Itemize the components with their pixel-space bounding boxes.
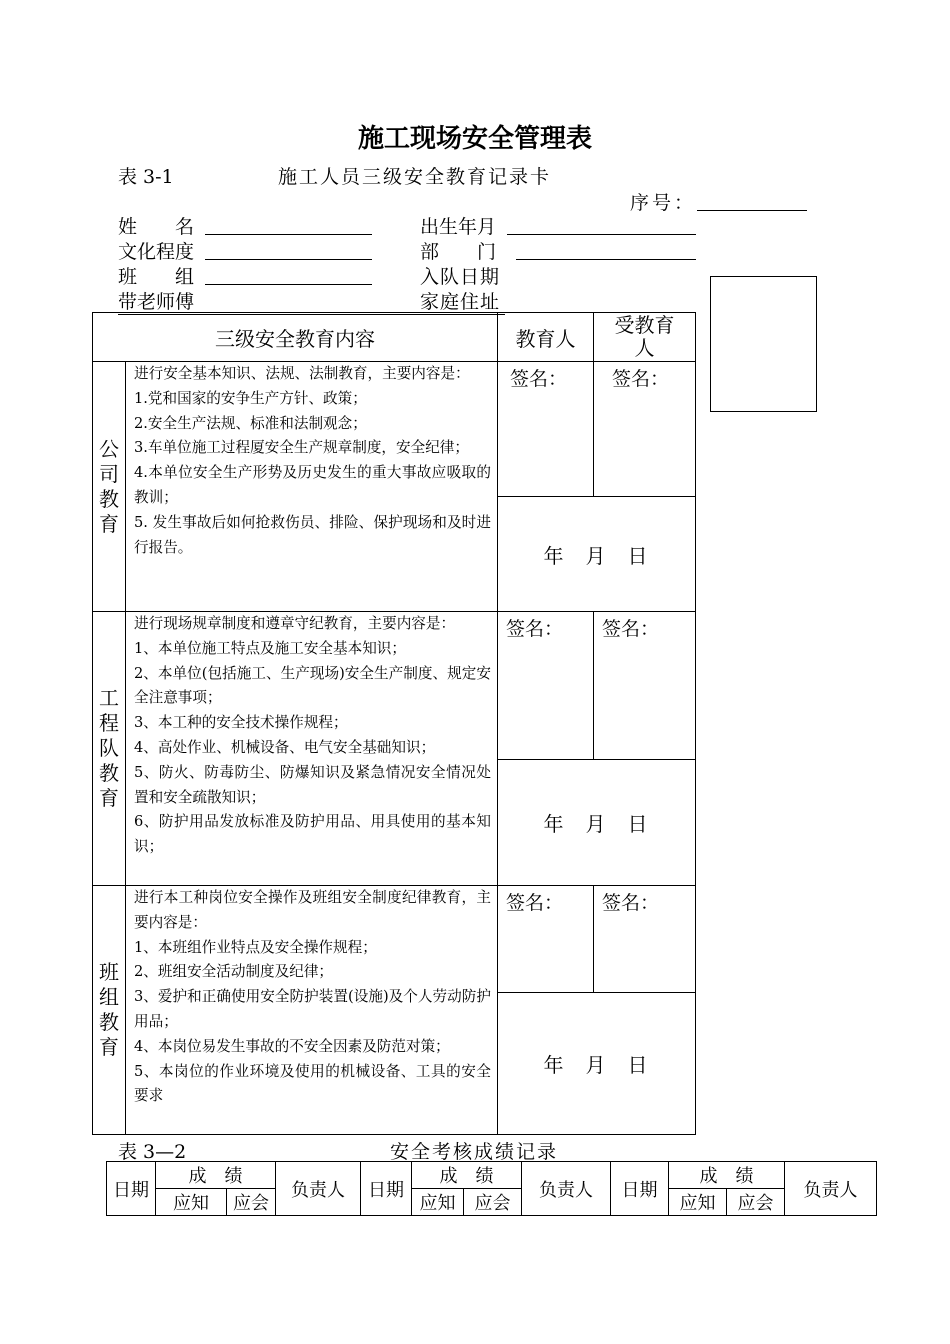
label-name: 姓 名 [118,216,195,238]
label-mentor: 带老师傅 [118,291,195,313]
stage-team-content: 进行现场规章制度和遵章守纪教育，主要内容是： 1、本单位施工特点及施工安全基本知识； 2、本单位(包括施工、生产现场)安全生产制度、规定安全注意事项； 3、本工种的安全技术操作规程； 4、高处作业、机械设备、电气安全基础知识； 5、防火、防毒防尘、防爆知识及紧急情况安全情况处置和安全疏散知识； 6、防护用品发放标准及防护用品、用具使用的基本知识； [126,612,498,886]
score-able-3: 应会 [727,1189,785,1216]
score-table [106,1161,877,1216]
score-owner-3: 负责人 [785,1162,877,1216]
stage-group-content: 进行本工种岗位安全操作及班组安全制度纪律教育，主要内容是： 1、本班组作业特点及安全操作规程； 2、班组安全活动制度及纪律； 3、爱护和正确使用安全防护装置(设施)及个人劳动防护用品； 4、本岗位易发生事故的不安全因素及防范对策； 5、本岗位的作业环境及使用的机械设备、工具的安全要求 [126,886,498,1135]
label-dept: 部 门 [420,241,497,263]
table1-caption: 施工人员三级安全教育记录卡 [278,166,552,188]
label-education: 文化程度 [118,241,195,263]
stage-company-content: 进行安全基本知识、法规、法制教育，主要内容是： 1.党和国家的安争生产方针、政策； 2.安全生产法规、标准和法制观念； 3.车单位施工过程厦安全生产规章制度，安全纪律； 4.本单位安全生产形势及历史发生的重大事故应吸取的教训； 5. 发生事故后如何抢救伤员、排险、保护现场和及时进行报告。 [126,362,498,612]
table2-caption: 安全考核成绩记录 [390,1141,559,1163]
header-educatee: 受教育 人 [594,313,696,362]
educator-sign-company[interactable]: 签名： [498,362,594,497]
stage-group-label: 班 组 教 育 [93,886,126,1135]
educatee-sign-group[interactable]: 签名： [594,886,696,993]
score-owner-1: 负责人 [276,1162,361,1216]
name-field[interactable] [205,212,372,235]
date-company[interactable]: 年 月 日 [498,497,696,612]
serial-label: 序号： [630,192,697,214]
label-birth: 出生年月 [420,216,497,238]
score-date-2: 日期 [361,1162,412,1216]
stage-company-label: 公 司 教 育 [93,362,126,612]
score-know-2: 应知 [412,1189,464,1216]
dept-field[interactable] [516,237,696,260]
header-content: 三级安全教育内容 [93,313,498,362]
table1-label: 表 3-1 [118,166,174,188]
serial-field[interactable] [697,188,807,211]
score-date-3: 日期 [611,1162,669,1216]
label-team: 班 组 [118,266,195,288]
educatee-sign-company[interactable]: 签名： [594,362,696,497]
table2-label: 表 3—2 [118,1141,187,1163]
page-title: 施工现场安全管理表 [357,124,592,154]
score-owner-2: 负责人 [522,1162,611,1216]
stage-team-label: 工 程 队 教 育 [93,612,126,886]
score-know-3: 应知 [669,1189,727,1216]
score-know-1: 应知 [156,1189,227,1216]
label-address: 家庭住址 [420,291,501,313]
education-table [92,312,696,1135]
score-able-1: 应会 [227,1189,276,1216]
header-educator: 教育人 [498,313,594,362]
score-able-2: 应会 [464,1189,522,1216]
team-field[interactable] [205,262,372,285]
label-entry-date: 入队日期 [420,266,501,288]
date-team[interactable]: 年 月 日 [498,760,696,886]
education-field[interactable] [205,237,372,260]
educator-sign-group[interactable]: 签名： [498,886,594,993]
photo-box [710,276,817,412]
educator-sign-team[interactable]: 签名： [498,612,594,760]
score-date-1: 日期 [107,1162,156,1216]
birth-field[interactable] [507,212,696,235]
score-score-3: 成 绩 [669,1162,785,1189]
date-group[interactable]: 年 月 日 [498,993,696,1135]
score-score-2: 成 绩 [412,1162,522,1189]
score-score-1: 成 绩 [156,1162,276,1189]
educatee-sign-team[interactable]: 签名： [594,612,696,760]
